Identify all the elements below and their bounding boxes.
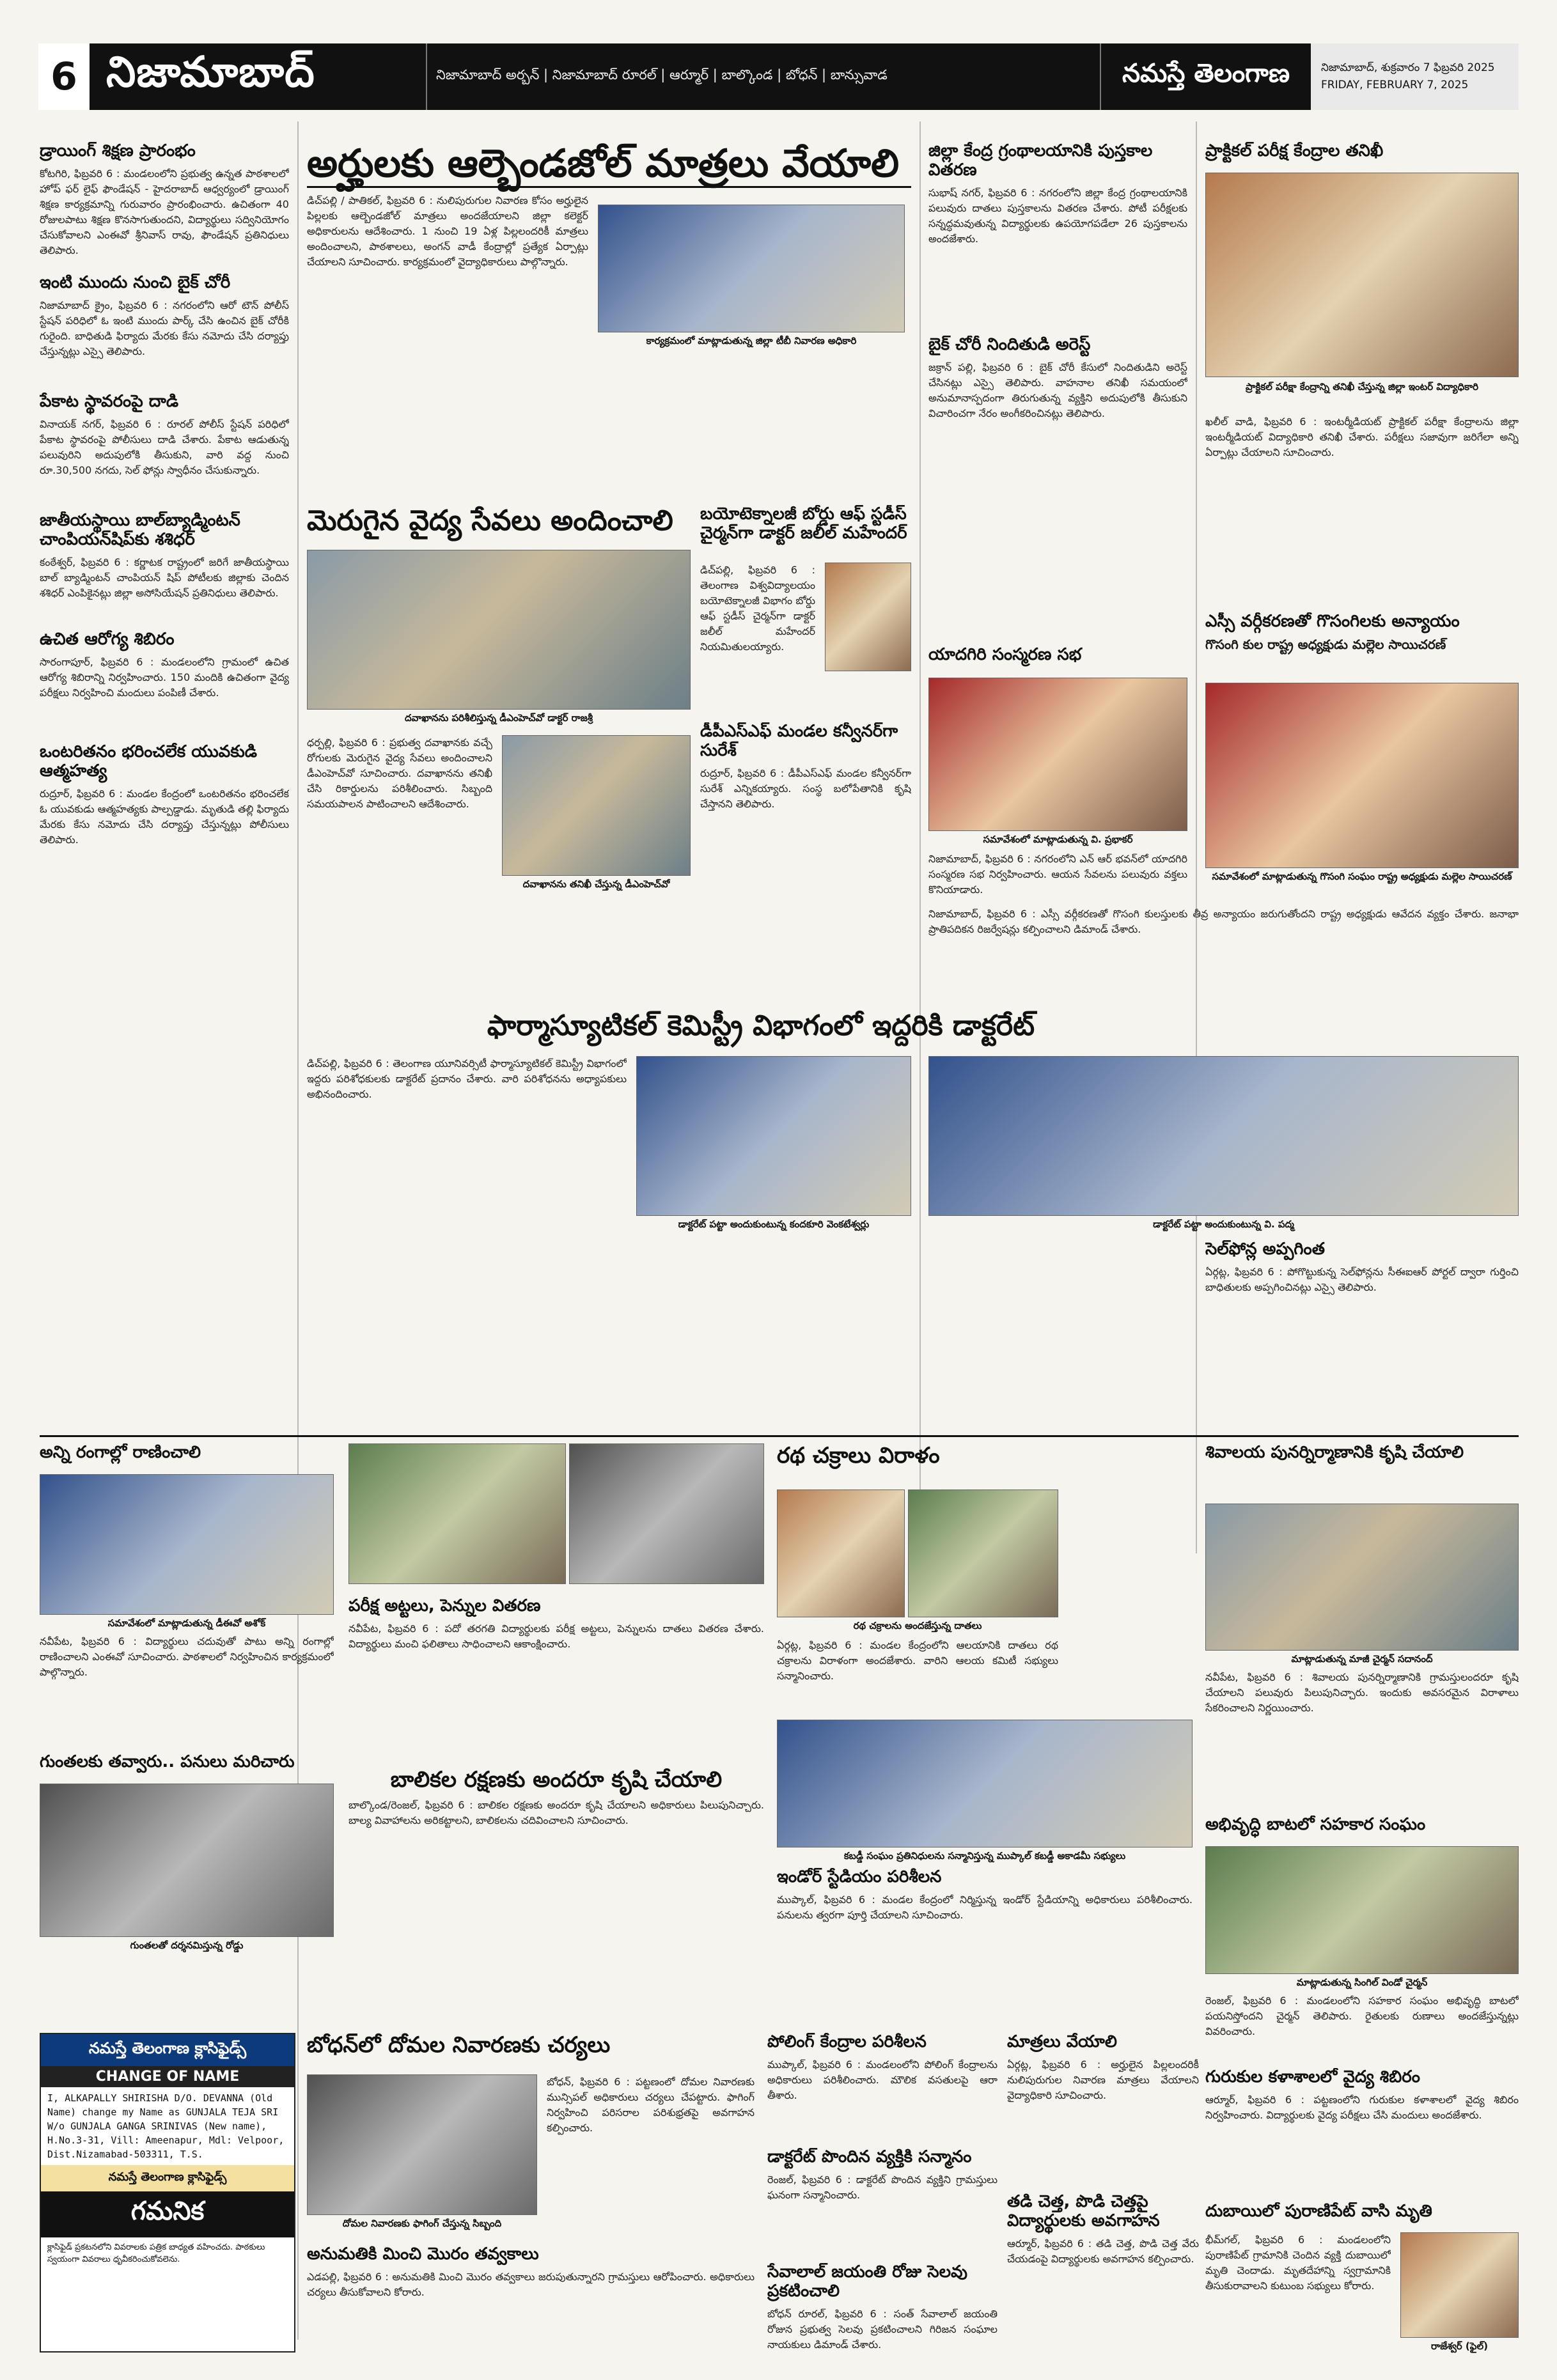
- article-body: భీమ్‌గల్, ఫిబ్రవరి 6 : మండలంలోని పురాణిపేట్ గ్రామానికి చెందిన వ్యక్తి దుబాయిలో మృతి చెందాడు. మృతదేహాన్ని స్వగ్రామానికి తీసుకురావాలని కుటుంబ సభ్యులు కోరారు.: [1205, 2234, 1391, 2292]
- article-stadium: [777, 1868, 1193, 2021]
- article-badminton: [40, 511, 289, 626]
- photo-caption: డాక్టరేట్ పట్టా అందుకుంటున్న కందకూరి వెంకటేశ్వర్లు: [678, 1218, 870, 1230]
- photo-caption: మాట్లాడుతున్న సింగిల్ విండో చైర్మన్: [1296, 1977, 1428, 1988]
- article-girls: [348, 1768, 764, 2017]
- photo-caption: డాక్టరేట్ పట్టా అందుకుంటున్న వి. పద్మ: [1153, 1218, 1294, 1230]
- article-body: ఆర్మూర్, ఫిబ్రవరి 6 : పట్టణంలోని గురుకుల కళాశాలలో వైద్య శిబిరం నిర్వహించారు. విద్యార్థులకు వైద్య పరీక్షలు చేసి మందులు అందజేశారు.: [1205, 2093, 1519, 2121]
- headline: మాత్రలు వేయాలి: [1007, 2033, 1117, 2051]
- masthead: [38, 43, 1519, 110]
- meeting-photo: [928, 678, 1187, 831]
- event-photo: [40, 1474, 334, 1615]
- doctorate-photo-1: [636, 1056, 911, 1216]
- article-health-camp: [40, 630, 289, 739]
- photo-caption: గుంతలతో దర్శనమిస్తున్న రోడ్డు: [130, 1940, 244, 1951]
- headline: బయోటెక్నాలజీ బోర్డు ఆఫ్ స్టడీస్ చైర్మన్‌గా డాక్టర్ జలీల్ మహేందర్: [700, 505, 907, 543]
- photo-caption: దోమల నివారణకు ఫాగింగ్ చేస్తున్న సిబ్బంది: [342, 2218, 502, 2229]
- headline: శివాలయ పునర్నిర్మాణానికి కృషి చేయాలి: [1205, 1443, 1464, 1462]
- headline: బోధన్‌లో దోమల నివారణకు చర్యలు: [307, 2033, 611, 2058]
- felicitation-photo: [777, 1720, 1193, 1847]
- article-shiva-head: [1205, 1443, 1519, 1501]
- photo-caption: కార్యక్రమంలో మాట్లాడుతున్న జిల్లా టీబీ నివారణ అధికారి: [646, 335, 857, 346]
- article-guntakala-head: [40, 1753, 334, 1781]
- headline: పేకాట స్థావరంపై దాడి: [40, 393, 179, 411]
- article-dubai-head: [1205, 2202, 1519, 2230]
- article-body: ఏర్గట్ల, ఫిబ్రవరి 6 : మండల కేంద్రంలోని ఆలయానికి దాతలు రథ చక్రాలను విరాళంగా అందజేశారు. వారిని ఆలయ కమిటీ సభ్యులు సన్మానించారు.: [777, 1639, 1058, 1682]
- photo-caption: రాజేశ్వర్ (ఫైల్): [1431, 2340, 1488, 2352]
- headline: ప్రాక్టికల్ పరీక్ష కేంద్రాల తనిఖీ: [1205, 142, 1384, 160]
- article-suicide: [40, 743, 289, 852]
- article-body: నవీపేట, ఫిబ్రవరి 6 : విద్యార్థులు చదువుతో పాటు అన్ని రంగాల్లో రాణించాలని ఎంఈవో సూచించారు. పాఠశాలలో నిర్వహించిన కార్యక్రమంలో పాల్గొన్నారు.: [40, 1635, 334, 1678]
- article-shiva-body: [1205, 1670, 1519, 1810]
- headline: డ్రాయింగ్ శిక్షణ ప్రారంభం: [40, 142, 196, 160]
- article-body: రుద్రూర్, ఫిబ్రవరి 6 : మండల కేంద్రంలో ఒంటరితనం భరించలేక ఓ యువకుడు ఆత్మహత్యకు పాల్పడ్డాడు. మృతుడి తల్లి ఫిర్యాదు మేరకు కేసు నమోదు చేసి దర్యాప్తు చేస్తున్నట్లు పోలీసులు తెలిపారు.: [40, 787, 289, 846]
- headline: తడి చెత్త, పొడి చెత్తపై విద్యార్థులకు అవగాహన: [1007, 2193, 1160, 2230]
- date-telugu: నిజామాబాద్, శుక్రవారం 7 ఫిబ్రవరి 2025: [1321, 61, 1495, 74]
- article-body: రెంజల్, ఫిబ్రవరి 6 : డాక్టరేట్ పొందిన వ్యక్తిని గ్రామస్తులు ఘనంగా సన్మానించారు.: [767, 2173, 998, 2201]
- article-body: బాల్కొండ/రెంజల్, ఫిబ్రవరి 6 : బాలికల రక్షణకు అందరూ కృషి చేయాలని అధికారులు పిలుపునిచ్చారు. బాల్య వివాహాలను అరికట్టాలని, బాలికలను చదివించాలని సూచించారు.: [348, 1799, 764, 1827]
- notice-title: గమనిక: [41, 2191, 294, 2237]
- article-body: డిచ్‌పల్లి, ఫిబ్రవరి 6 : తెలంగాణ విశ్వవిద్యాలయం బయోటెక్నాలజీ విభాగం బోర్డు ఆఫ్ స్టడీస్ చైర్మన్‌గా డాక్టర్ జలీల్ మహేందర్ నియమితులయ్యారు.: [700, 564, 815, 653]
- photo-caption: సమావేశంలో మాట్లాడుతున్న వి. ప్రభాకర్: [983, 834, 1133, 845]
- notice-text: క్లాసిఫైడ్ ప్రకటనలోని వివరాలకు పత్రిక బాధ్యత వహించదు. పాఠకులు స్వయంగా వివరాలు ధృవీకరించుకోవలెను.: [47, 2243, 265, 2264]
- article-practical-head: [1205, 142, 1519, 170]
- headline: జాతీయస్థాయి బాల్‌బ్యాడ్మింటన్ చాంపియన్‌షిప్‌కు శశిధర్: [40, 511, 240, 549]
- headline: దుబాయిలో పురాణిపేట్ వాసి మృతి: [1205, 2202, 1432, 2221]
- article-body: రుద్రూర్, ఫిబ్రవరి 6 : డీపీఎస్‌ఎఫ్ మండల కన్వీనర్‌గా సురేశ్ ఎన్నికయ్యారు. సంస్థ బలోపేతానికి కృషి చేస్తానని తెలిపారు.: [700, 766, 911, 810]
- portrait-photo: [825, 563, 911, 671]
- subheading: గొసంగి కుల రాష్ట్ర అధ్యక్షుడు మల్లెల సాయిచరణ్: [1205, 636, 1446, 652]
- article-body: డిచ్‌పల్లి / పాతికల్, ఫిబ్రవరి 6 : నులిపురుగుల నివారణ కోసం అర్హులైన పిల్లలకు ఆల్బెండజోల్ మాత్రలు అందజేయాలని జిల్లా కలెక్టర్ అధికారులను ఆదేశించారు. 1 నుంచి 19 ఏళ్ల పిల్లలందరికీ మాత్రలు అందించాలని, పాఠశాలలు, అంగన్ వాడీ కేంద్రాల్లో ప్రత్యేక ఏర్పాట్లు చేయాలని సూచించారు. కార్యక్రమంలో వైద్యాధికారులు పాల్గొన్నారు.: [307, 194, 588, 268]
- article-body: ఏర్గట్ల, ఫిబ్రవరి 6 : అర్హులైన పిల్లలందరికీ నులిపురుగుల నివారణ మాత్రలు వేయాలని వైద్యాధికారి సూచించారు.: [1007, 2058, 1199, 2101]
- article-body: ఆర్మూర్, ఫిబ్రవరి 6 : తడి చెత్త, పొడి చెత్త వేరు చేయడంపై విద్యార్థులకు అవగాహన కల్పించారు.: [1007, 2237, 1199, 2265]
- article-driving: [40, 142, 289, 270]
- headline: జిల్లా కేంద్ర గ్రంథాలయానికి పుస్తకాల వితరణ: [928, 142, 1153, 180]
- article-flood: [307, 2245, 755, 2360]
- article-body: బోధన్, ఫిబ్రవరి 6 : పట్టణంలో దోమల నివారణకు మున్సిపల్ అధికారులు చర్యలు చేపట్టారు. ఫాగింగ్ నిర్వహించి పరిసరాల పరిశుభ్రతపై అవగాహన కల్పించారు.: [547, 2076, 755, 2134]
- headline: పరీక్ష అట్టలు, పెన్నుల వితరణ: [348, 1597, 541, 1615]
- article-body: బోధన్ రూరల్, ఫిబ్రవరి 6 : సంత్ సేవాలాల్ జయంతి రోజున ప్రభుత్వ సెలవు ప్రకటించాలని గిరిజన సంఘాల నాయకులు డిమాండ్ చేశారు.: [767, 2307, 998, 2351]
- article-body: ఖలీల్ వాడి, ఫిబ్రవరి 6 : ఇంటర్మీడియట్ ప్రాక్టికల్ పరీక్షా కేంద్రాలను జిల్లా ఇంటర్మీడియట్ విద్యాధికారి తనిఖీ చేశారు. పరీక్షలు సజావుగా జరిగేలా అన్ని ఏర్పాట్లు చేయాలని సూచించారు.: [1205, 416, 1519, 458]
- article-tablets: [1007, 2033, 1199, 2186]
- article-bodhan-head: [307, 2033, 755, 2071]
- column-divider: [1196, 121, 1197, 1553]
- portrait-photo: [1400, 2232, 1519, 2338]
- headline: అర్హులకు ఆల్బెండజోల్ మాత్రలు వేయాలి: [307, 142, 911, 188]
- headline: ఫార్మాస్యూటికల్ కెమిస్ట్రీ విభాగంలో ఇద్దరికి డాక్టరేట్: [487, 1010, 1035, 1042]
- photo-caption: ప్రాక్టికల్ పరీక్షా కేంద్రాన్ని తనిఖీ చేస్తున్న జిల్లా ఇంటర్ విద్యాధికారి: [1246, 381, 1478, 393]
- article-body: నిజామాబాద్ క్రైం, ఫిబ్రవరి 6 : నగరంలోని ఆరో టౌన్ పోలీస్ స్టేషన్ పరిధిలో ఓ ఇంటి ముందు పార్క్ చేసి ఉంచిన బైక్ చోరీకి గురైంది. బాధితుడి ఫిర్యాదు మేరకు కేసు నమోదు చేసి దర్యాప్తు చేస్తున్నట్లు ఎస్సై తెలిపారు.: [40, 299, 289, 357]
- article-body: సుభాష్ నగర్, ఫిబ్రవరి 6 : నగరంలోని జిల్లా కేంద్ర గ్రంథాలయానికి పలువురు దాతలు పుస్తకాలను వితరణ చేశారు. పోటీ పరీక్షలకు సన్నద్ధమవుతున్న విద్యార్థులకు ఉపయోగపడేలా 26 పుస్తకాలను అందజేశారు.: [928, 186, 1187, 245]
- photo-caption: మాట్లాడుతున్న మాజీ చైర్మన్ సదానంద్: [1291, 1653, 1433, 1665]
- section-divider: [40, 1435, 1519, 1437]
- article-practical-body: [1205, 414, 1519, 606]
- classifieds-subheader: CHANGE OF NAME: [41, 2066, 294, 2087]
- headline: సేవాలాల్ జయంతి రోజు సెలవు ప్రకటించాలి: [767, 2263, 967, 2301]
- headline: ఇంటి ముందు నుంచి బైక్ చోరీ: [40, 274, 231, 292]
- article-body: నిజామాబాద్, ఫిబ్రవరి 6 : నగరంలోని ఎన్ ఆర్ భవన్‌లో యాదగిరి సంస్మరణ సభ నిర్వహించారు. ఆయన సేవలను పలువురు వక్తలు కొనియాడారు.: [928, 853, 1187, 896]
- classifieds-header: నమస్తే తెలంగాణ క్లాసిఫైడ్స్: [41, 2034, 294, 2066]
- article-body: ముప్కాల్, ఫిబ్రవరి 6 : మండలంలోని పోలింగ్ కేంద్రాలను అధికారులు పరిశీలించారు. మౌలిక వసతులపై ఆరా తీశారు.: [767, 2058, 998, 2101]
- article-sevalal: [767, 2263, 998, 2359]
- article-yadagiri-body: [928, 852, 1187, 903]
- classifieds-text: I, ALKAPALLY SHIRISHA D/O. DEVANNA (Old Name) change my Name as GUNJALA TEJA SRI W/o GUNJALA GANGA SRINIVAS (New name), H.No.3-31, Vill: Ameenapur, Mdl: Velpoor, Dist.Nizamabad-503311, T.S.: [47, 2092, 285, 2160]
- page-number: 6: [38, 43, 93, 110]
- headline: అభివృద్ధి బాటలో సహకార సంఘం: [1205, 1816, 1426, 1834]
- headline: యాదగిరి సంస్మరణ సభ: [928, 646, 1082, 664]
- article-dubai-body: [1205, 2232, 1391, 2360]
- article-cellphone: [1205, 1240, 1519, 1426]
- article-body: సారంగాపూర్, ఫిబ్రవరి 6 : మండలంలోని గ్రామంలో ఉచిత ఆరోగ్య శిబిరాన్ని నిర్వహించారు. 150 మందికి ఉచితంగా వైద్య పరీక్షలు నిర్వహించి మందులు పంపిణీ చేశారు.: [40, 655, 289, 699]
- classifieds-box: [40, 2033, 295, 2353]
- headline: ఎస్సీ వర్గీకరణతో గొసంగిలకు అన్యాయం: [1205, 612, 1460, 631]
- newspaper-brand: నమస్తే తెలంగాణ: [1100, 43, 1311, 110]
- article-body: నిజామాబాద్, ఫిబ్రవరి 6 : ఎస్సీ వర్గీకరణతో గొసంగి కులస్తులకు తీవ్ర అన్యాయం జరుగుతోందని రాష్ట్ర అధ్యక్షుడు ఆవేదన వ్యక్తం చేశారు. జనాభా ప్రాతిపదికన రిజర్వేషన్లు కల్పించాలని డిమాండ్ చేశారు.: [928, 908, 1519, 935]
- ratha-photo: [777, 1489, 905, 1617]
- article-arrest: [928, 336, 1187, 636]
- meeting-photo: [1205, 1846, 1519, 1974]
- article-elders-body: [777, 1638, 1058, 1715]
- doctorate-photo-2: [928, 1056, 1519, 1216]
- road-photo: [40, 1784, 334, 1937]
- article-yadagiri-head: [928, 646, 1187, 674]
- article-body: కంఠేశ్వర్, ఫిబ్రవరి 6 : కర్ణాటక రాష్ట్రంలో జరిగే జాతీయస్థాయి బాల్ బ్యాడ్మింటన్ చాంపియన్ షిప్ పోటీలకు జిల్లాకు చెందిన శశిధర్ ఎంపికైనట్లు జిల్లా అసోసియేషన్ ప్రతినిధులు తెలిపారు.: [40, 556, 289, 599]
- ratha-photo-2: [908, 1489, 1058, 1617]
- headline: గురుకుల కళాశాలలో వైద్య శిబిరం: [1205, 2068, 1420, 2087]
- article-pharma-body: [307, 1056, 627, 1312]
- headline: రథ చక్రాలు విరాళం: [777, 1443, 940, 1468]
- photo-caption: దవాఖానను పరిశీలిస్తున్న డీఎంహెచ్‌వో డాక్టర్ రాజశ్రీ: [405, 712, 593, 724]
- article-body: డిచ్‌పల్లి, ఫిబ్రవరి 6 : తెలంగాణ యూనివర్సిటీ ఫార్మాస్యూటికల్ కెమిస్ట్రీ విభాగంలో ఇద్దరు పరిశోధకులకు డాక్టరేట్ ప్రదానం చేశారు. వారి పరిశోధనను అధ్యాపకులు అభినందించారు.: [307, 1057, 627, 1100]
- photo-caption: దవాఖానను తనిఖీ చేస్తున్న డీఎంహెచ్‌వో: [522, 878, 670, 890]
- headline: గుంతలకు తవ్వారు.. పనులు మరిచారు: [40, 1753, 295, 1771]
- meeting-photo: [1205, 1504, 1519, 1651]
- page-title: నిజామాబాద్: [106, 47, 315, 97]
- headline: అన్ని రంగాల్లో రాణించాలి: [40, 1443, 201, 1462]
- photo-caption: సమావేశంలో మాట్లాడుతున్న డీఈవో అశోక్: [107, 1617, 266, 1629]
- column-divider: [297, 121, 299, 2340]
- article-body: వినాయక్ నగర్, ఫిబ్రవరి 6 : రూరల్ పోలీస్ స్టేషన్ పరిధిలో పేకాట స్థావరంపై పోలీసులు దాడి చేశారు. పేకాట ఆడుతున్న పలువురిని అదుపులోకి తీసుకుని, వారి వద్ద నుంచి రూ.30,500 నగదు, సెల్ ఫోన్లు స్వాధీనం చేసుకున్నారు.: [40, 417, 289, 476]
- article-body: రెంజల్, ఫిబ్రవరి 6 : మండలంలోని సహకార సంఘం అభివృద్ధి బాటలో పయనిస్తోందని చైర్మన్ తెలిపారు. రైతులకు రుణాలు అందజేస్తున్నట్లు వివరించారు.: [1205, 1995, 1519, 2037]
- article-rani-head: [40, 1443, 334, 1472]
- issue-date: [1311, 43, 1519, 110]
- headline: ఒంటరితనం భరించలేక యువకుడి ఆత్మహత్య: [40, 743, 258, 781]
- fogging-photo: [307, 2074, 537, 2215]
- article-rani-body: [40, 1634, 334, 1743]
- article-body: నవీపేట, ఫిబ్రవరి 6 : శివాలయ పునర్నిర్మాణానికి గ్రామస్తులందరూ కృషి చేయాలని పలువురు పిలుపునిచ్చారు. ఇందుకు అవసరమైన విరాళాలు సేకరించాలని నిర్ణయించారు.: [1205, 1671, 1519, 1714]
- article-biotech-body: [700, 563, 815, 716]
- article-theft: [40, 274, 289, 389]
- article-library: [928, 142, 1187, 327]
- headline: డీపీఎస్‌ఎఫ్ మండల కన్వీనర్‌గా సురేశ్: [700, 722, 898, 760]
- article-body: ధర్పల్లి, ఫిబ్రవరి 6 : ప్రభుత్వ దవాఖానకు వచ్చే రోగులకు మెరుగైన వైద్య సేవలు అందించాలని డీఎంహెచ్‌వో సూచించారు. దవాఖానను తనిఖీ చేసి రికార్డులను పరిశీలించారు. సిబ్బంది సమయపాలన పాటించాలని ఆదేశించారు.: [307, 736, 492, 810]
- article-gurukul: [1205, 2068, 1519, 2196]
- photo-caption: కబడ్డీ సంఘం ప్రతినిధులను సన్మానిస్తున్న ముప్కాల్ కబడ్డీ అకాడమీ సభ్యులు: [843, 1850, 1126, 1862]
- article-doctorate2: [767, 2148, 998, 2257]
- headline: అనుమతికి మించి మొరం తవ్వకాలు: [307, 2245, 539, 2264]
- column-divider: [919, 121, 921, 1553]
- headline: సెల్‌ఫోన్ల అప్పగింత: [1205, 1240, 1325, 1259]
- photo-caption: రథ చక్రాలను అందజేస్తున్న దాతలు: [853, 1620, 982, 1631]
- article-body: నవీపేట, ఫిబ్రవరి 6 : పదో తరగతి విద్యార్థులకు పరీక్ష అట్టలు, పెన్నులను దాతలు వితరణ చేశారు. విద్యార్థులు మంచి ఫలితాలు సాధించాలని ఆకాంక్షించారు.: [348, 1622, 764, 1650]
- article-biotech-head: [700, 505, 911, 563]
- hospital-photo: [307, 550, 691, 710]
- headline: ఇండోర్ స్టేడియం పరిశీలన: [777, 1868, 942, 1886]
- article-body: కోటగిరి, ఫిబ్రవరి 6 : మండలంలోని ప్రభుత్వ ఉన్నత పాఠశాలలో హోప్ ఫర్ లైఫ్ ఫౌండేషన్ - హైదరాబాద్ ఆధ్వర్యంలో డ్రాయింగ్ శిక్షణ కార్యక్రమాన్ని గురువారం ప్రారంభించారు. ఉచితంగా 40 రోజులపాటు శిక్షణ కొనసాగుతుందని, విద్యార్థులు సద్వినియోగం చేసుకోవాలని ఎంఈవో శ్రీనివాస్ రావు, ఫౌండేషన్ ప్రతినిధులు తెలిపారు.: [40, 167, 289, 256]
- exam-photo: [1205, 173, 1519, 377]
- article-plates: [348, 1597, 764, 1757]
- article-polling: [767, 2033, 998, 2142]
- article-palm: [1007, 2193, 1199, 2359]
- article-injustice-head: [1205, 612, 1519, 683]
- article-bodhan-body: [547, 2074, 755, 2228]
- date-english: FRIDAY, FEBRUARY 7, 2025: [1321, 79, 1469, 91]
- classifieds-ad-box: నమస్తే తెలంగాణ క్లాసిఫైడ్స్: [41, 2165, 294, 2191]
- article-body: ఎడపల్లి, ఫిబ్రవరి 6 : అనుమతికి మించి మొరం తవ్వకాలు జరుపుతున్నారని గ్రామస్తులు ఆరోపించారు. అధికారులు చర్యలు తీసుకోవాలని కోరారు.: [307, 2270, 755, 2298]
- headline: పోలింగ్ కేంద్రాల పరిశీలన: [767, 2033, 927, 2051]
- temple-photo: [569, 1443, 764, 1584]
- article-body: ముప్కాల్, ఫిబ్రవరి 6 : మండల కేంద్రంలో నిర్మిస్తున్న ఇండోర్ స్టేడియాన్ని అధికారులు పరిశీలించారు. పనులను త్వరగా పూర్తి చేయాలని సూచించారు.: [777, 1893, 1193, 1921]
- headline: ఉచిత ఆరోగ్య శిబిరం: [40, 630, 175, 649]
- article-raid: [40, 393, 289, 508]
- event-photo: [598, 205, 905, 332]
- photo-caption: సమావేశంలో మాట్లాడుతున్న గొసంగి సంఘం రాష్ట్ర అధ్యక్షుడు మల్లెల సాయిచరణ్: [1212, 871, 1512, 882]
- article-medical-head: [307, 505, 691, 543]
- article-body: జక్రాన్ పల్లి, ఫిబ్రవరి 6 : బైక్ చోరీ కేసులో నిందితుడిని అరెస్ట్ చేసినట్లు ఎస్సై తెలిపారు. వాహనాల తనిఖీ సమయంలో అనుమానాస్పదంగా తిరుగుతున్న వ్యక్తిని అదుపులోకి తీసుకుని విచారించగా నేరం అంగీకరించినట్లు తెలిపారు.: [928, 361, 1187, 419]
- article-pharma-head: [307, 1010, 1215, 1051]
- article-abhivruddhi-head: [1205, 1816, 1519, 1844]
- meeting-photo: [1205, 683, 1519, 868]
- headline: మెరుగైన వైద్య సేవలు అందించాలి: [307, 505, 673, 537]
- article-medical-body: [307, 735, 492, 997]
- section-list: నిజామాబాద్ అర్బన్ | నిజామాబాద్ రూరల్ | ఆర్మూర్ | బాల్కొండ | బోధన్ | బాన్సువాడ: [426, 43, 1100, 110]
- article-elders-head: [777, 1443, 1058, 1482]
- headline: డాక్టరేట్ పొందిన వ్యక్తికి సన్మానం: [767, 2148, 972, 2166]
- article-dpsf: [700, 722, 911, 997]
- article-abhivruddhi-body: [1205, 1993, 1519, 2057]
- group-photo: [348, 1443, 566, 1584]
- article-body: ఏర్గట్ల, ఫిబ్రవరి 6 : పోగొట్టుకున్న సెల్‌ఫోన్లను సీఈఐఆర్ పోర్టల్ ద్వారా గుర్తించి బాధితులకు అప్పగించినట్లు ఎస్సై తెలిపారు.: [1205, 1265, 1519, 1293]
- headline: బైక్ చోరీ నిందితుడి అరెస్ట్: [928, 336, 1091, 354]
- headline: బాలికల రక్షణకు అందరూ కృషి చేయాలి: [390, 1768, 723, 1793]
- hospital-photo-2: [502, 735, 691, 876]
